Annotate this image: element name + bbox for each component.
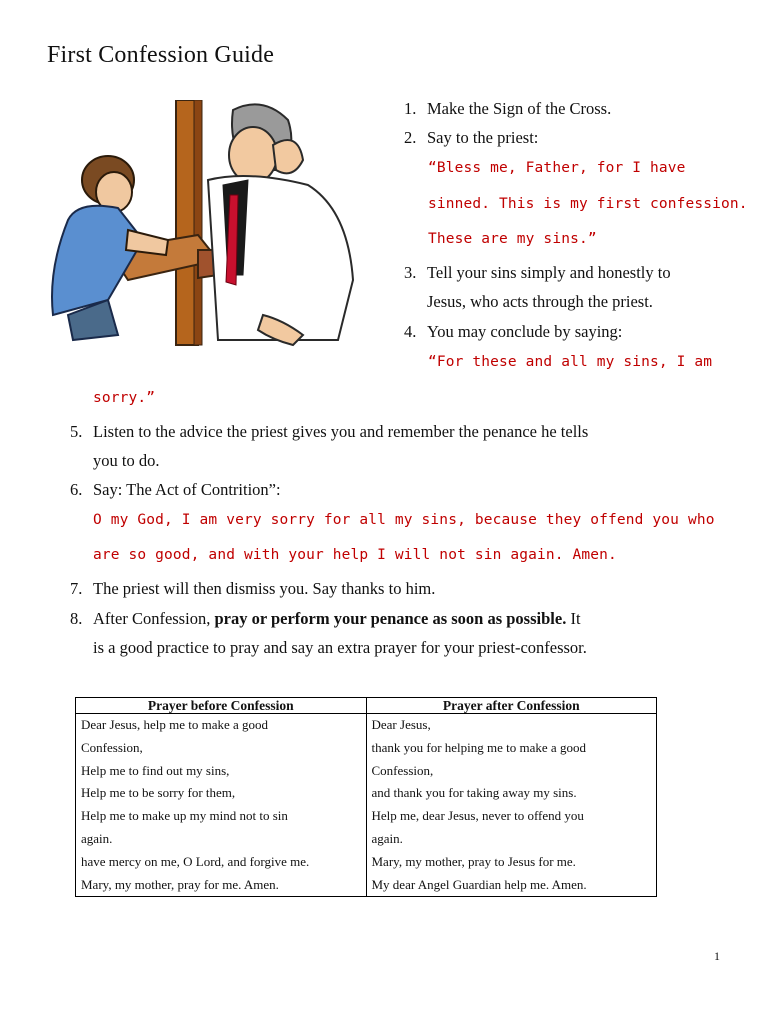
quote-sorry-line-2: sorry.” [93,390,156,406]
step-8: 8. After Confession, pray or perform your penance as soon as possible. It is a good practice to pray and say an extra prayer for your priest-confessor. [70,609,587,657]
quote-blessing-line-3: These are my sins.” [428,231,597,247]
prayer-line: again. [371,830,403,846]
prayer-table [75,697,657,897]
prayer-line: Help me to make up my mind not to sin [81,808,288,824]
page-title: First Confession Guide [47,42,275,68]
prayer-line: Help me to find out my sins, [81,762,230,778]
header-prayer-after: Prayer after Confession [366,698,657,714]
step-6: 6. Say: The Act of Contrition”: [70,480,281,499]
prayer-before-cell [76,714,367,897]
step-2: 2. Say to the priest: [404,128,539,147]
header-prayer-before: Prayer before Confession [76,698,367,714]
prayer-line: Mary, my mother, pray to Jesus for me. [371,853,576,869]
prayer-line: Confession, [81,739,143,755]
confession-illustration [48,100,364,362]
quote-contrition-line-1: O my God, I am very sorry for all my sins, because they offend you who [93,512,715,528]
step-4: 4. You may conclude by saying: [404,322,623,341]
prayer-line: thank you for helping me to make a good [371,739,586,755]
step-3: 3. Tell your sins simply and honestly to Jesus, who acts through the priest. [404,263,671,311]
prayer-line: have mercy on me, O Lord, and forgive me. [81,853,310,869]
quote-sorry-line-1: “For these and all my sins, I am [428,354,713,370]
prayer-line: Dear Jesus, [371,717,431,732]
step-5: 5. Listen to the advice the priest gives you and remember the penance he tells you to do. [70,422,589,470]
prayer-line: Mary, my mother, pray for me. Amen. [81,876,279,892]
quote-blessing-line-1: “Bless me, Father, for I have [428,160,686,176]
page-number: 1 [714,949,720,963]
step-7: 7. The priest will then dismiss you. Say thanks to him. [70,579,436,598]
prayer-after-cell [366,714,657,897]
prayer-line: Confession, [371,762,434,778]
penance-emphasis: pray or perform your penance as soon as possible. [214,609,567,628]
prayer-line: Help me to be sorry for them, [81,785,236,801]
quote-blessing-line-2: sinned. This is my first confession. [428,196,748,212]
prayer-line: My dear Angel Guardian help me. Amen. [371,876,587,892]
step-1: 1. Make the Sign of the Cross. [404,99,612,118]
quote-contrition-line-2: are so good, and with your help I will not sin again. Amen. [93,547,617,563]
prayer-line: Help me, dear Jesus, never to offend you [371,808,584,824]
prayer-line: Dear Jesus, help me to make a good [81,717,269,732]
prayer-line: again. [81,830,113,846]
prayer-line: and thank you for taking away my sins. [371,785,577,801]
